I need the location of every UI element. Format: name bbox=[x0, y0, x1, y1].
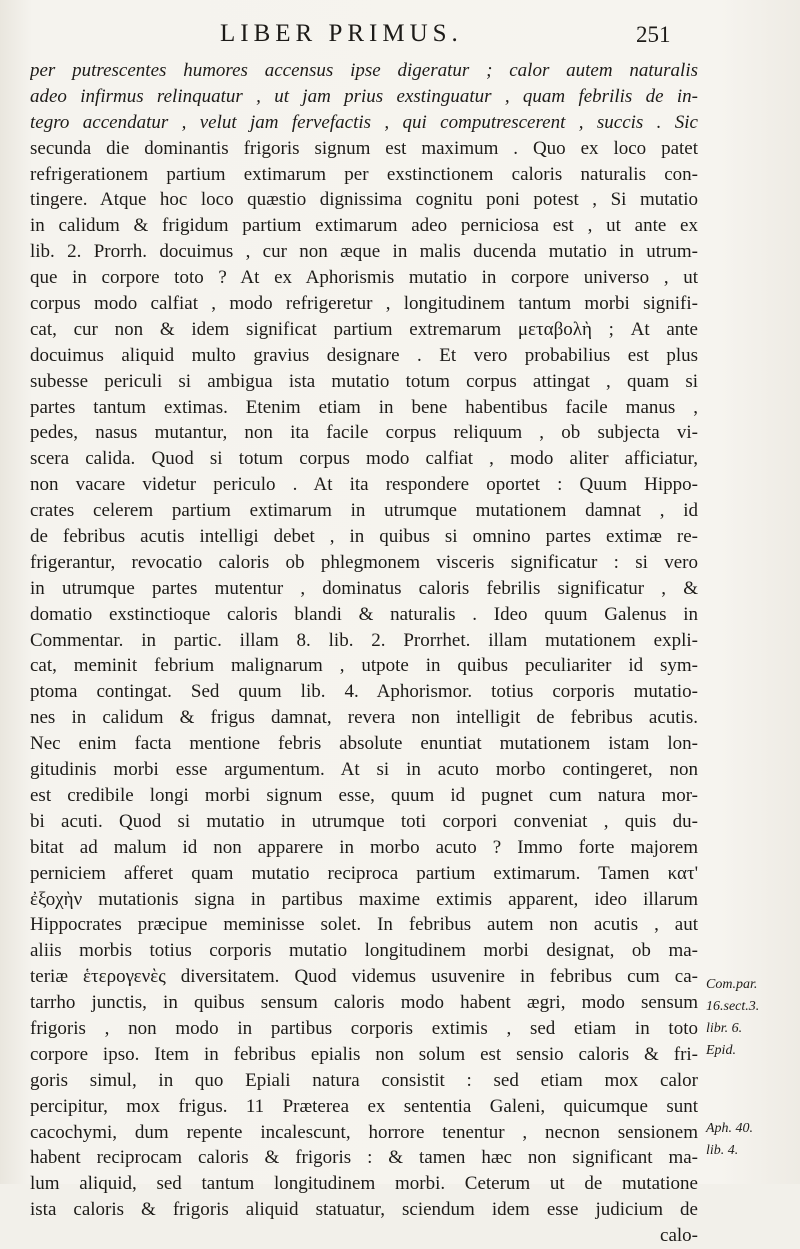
text-line: Hippocrates præcipue meminisse solet. In febribus autem non acutis , aut bbox=[30, 914, 698, 936]
margin-note-com-par bbox=[706, 974, 798, 1062]
text-line: aliis morbis totius corporis mutatio longitudinem morbi designat, ob ma- bbox=[30, 940, 698, 962]
text-line: adeo infirmus relinquatur , ut jam prius exstinguatur , quam febrilis de in- bbox=[30, 85, 698, 107]
text-line: tingere. Atque hoc loco quæstio dignissima cognitu poni potest , Si mutatio bbox=[30, 189, 698, 211]
text-line: tegro accendatur , velut jam fervefactis , qui computrescerent , succis . Sic bbox=[30, 111, 698, 133]
text-line: gitudinis morbi esse argumentum. At si in acuto morbo contingeret, non bbox=[30, 759, 698, 781]
text-line: crates celerem partium extimarum in utrumque mutationem damnat , id bbox=[30, 500, 698, 522]
text-line: habent reciprocam caloris & frigoris : & tamen hæc non significant ma- bbox=[30, 1147, 698, 1169]
text-line: Commentar. in partic. illam 8. lib. 2. Prorrhet. illam mutationem expli- bbox=[30, 629, 698, 651]
text-line: que in corpore toto ? At ex Aphorismis mutatio in corpore universo , ut bbox=[30, 267, 698, 289]
text-line: pedes, nasus mutantur, non ita facile corpus reliquum , ob subjecta vi- bbox=[30, 422, 698, 444]
text-line: cat, meminit febrium malignarum , utpote in quibus peculiariter id sym- bbox=[30, 655, 698, 677]
text-line: ptoma contingat. Sed quum lib. 4. Aphorismor. totius corporis mutatio- bbox=[30, 681, 698, 703]
text-line: partes tantum extimas. Etenim etiam in bene habentibus facile manus , bbox=[30, 396, 698, 418]
text-line: domatio exstinctioque caloris blandi & naturalis . Ideo quum Galenus in bbox=[30, 603, 698, 625]
text-line: corpus modo calfiat , modo refrigeretur , longitudinem tantum morbi signifi- bbox=[30, 293, 698, 315]
text-line: per putrescentes humores accensus ipse digeratur ; calor autem naturalis bbox=[30, 60, 698, 81]
text-line: perniciem afferet quam mutatio reciproca partium extimarum. Tamen κατ' bbox=[30, 862, 698, 884]
text-line: scera calida. Quod si totum corpus modo calfiat , modo aliter afficiatur, bbox=[30, 448, 698, 470]
text-line: nes in calidum & frigus damnat, revera non intelligit de febribus acutis. bbox=[30, 707, 698, 729]
text-line: docuimus aliquid multo gravius designare . Et vero probabilius est plus bbox=[30, 344, 698, 366]
text-line: in calidum & frigidum partium extimarum adeo perniciosa est , ut ante ex bbox=[30, 215, 698, 237]
text-line: frigerantur, revocatio caloris ob phlegmonem visceris significatur : si vero bbox=[30, 551, 698, 573]
text-line: calo- bbox=[660, 1225, 698, 1247]
text-line: lib. 2. Prorrh. docuimus , cur non æque in malis ducenda mutatio in utrum- bbox=[30, 241, 698, 263]
margin-note-line: lib. 4. bbox=[706, 1143, 739, 1158]
text-line: cacochymi, dum repente incalescunt, horrore tenentur , necnon sensionem bbox=[30, 1121, 698, 1143]
text-line: goris simul, in quo Epiali natura consistit : sed etiam mox calor bbox=[30, 1069, 698, 1091]
text-line: lum aliquid, sed tantum longitudinem morbi. Ceterum ut de mutatione bbox=[30, 1173, 698, 1195]
text-line: est credibile longi morbi signum esse, quum id pugnet cum natura mor- bbox=[30, 784, 698, 806]
text-line: frigoris , non modo in partibus corporis extimis , sed etiam in toto bbox=[30, 1017, 698, 1039]
margin-note-line: libr. 6. bbox=[706, 1021, 743, 1036]
text-line: percipitur, mox frigus. 11 Præterea ex sententia Galeni, quicumque sunt bbox=[30, 1095, 698, 1117]
running-head: LIBER PRIMUS. bbox=[220, 20, 463, 47]
text-line: corpore ipso. Item in febribus epialis non solum est sensio caloris & fri- bbox=[30, 1043, 698, 1065]
margin-note-line: Epid. bbox=[706, 1043, 736, 1058]
text-line: ἐξοχὴν mutationis signa in partibus maxime extimis apparent, ideo illarum bbox=[30, 888, 698, 910]
page-number: 251 bbox=[636, 22, 671, 47]
text-line: refrigerationem partium extimarum per exstinctionem caloris naturalis con- bbox=[30, 163, 698, 185]
text-line: bi acuti. Quod si mutatio in utrumque toti corpori conveniat , quis du- bbox=[30, 810, 698, 832]
text-line: secunda die dominantis frigoris signum est maximum . Quo ex loco patet bbox=[30, 137, 698, 159]
text-line: in utrumque partes mutentur , dominatus caloris febrilis significatur , & bbox=[30, 577, 698, 599]
text-line: tarrho junctis, in quibus sensum caloris modo habent ægri, modo sensum bbox=[30, 992, 698, 1014]
text-line: Nec enim facta mentione febris absolute enuntiat mutationem istam lon- bbox=[30, 733, 698, 755]
margin-note-line: 16.sect.3. bbox=[706, 999, 760, 1014]
margin-note-line: Com.par. bbox=[706, 977, 758, 992]
text-line: ista caloris & frigoris aliquid statuatur, sciendum idem esse judicium de bbox=[30, 1199, 698, 1221]
body-text bbox=[30, 58, 698, 1249]
text-line: de febribus acutis intelligi debet , in quibus si omnino partes extimæ re- bbox=[30, 526, 698, 548]
text-line: teriæ ἑτερογενὲς diversitatem. Quod videmus usuvenire in febribus cum ca- bbox=[30, 966, 698, 988]
text-line: bitat ad malum id non apparere in morbo acuto ? Immo forte majorem bbox=[30, 836, 698, 858]
page-header bbox=[0, 20, 800, 54]
text-line: non vacare videtur periculo . At ita respondere oportet : Quum Hippo- bbox=[30, 474, 698, 496]
text-line: subesse periculi si ambigua ista mutatio totum corpus attingat , quam si bbox=[30, 370, 698, 392]
margin-note-aph bbox=[706, 1118, 798, 1162]
margin-note-line: Aph. 40. bbox=[706, 1121, 754, 1136]
text-line: cat, cur non & idem significat partium extremarum μεταβολὴ ; At ante bbox=[30, 318, 698, 340]
